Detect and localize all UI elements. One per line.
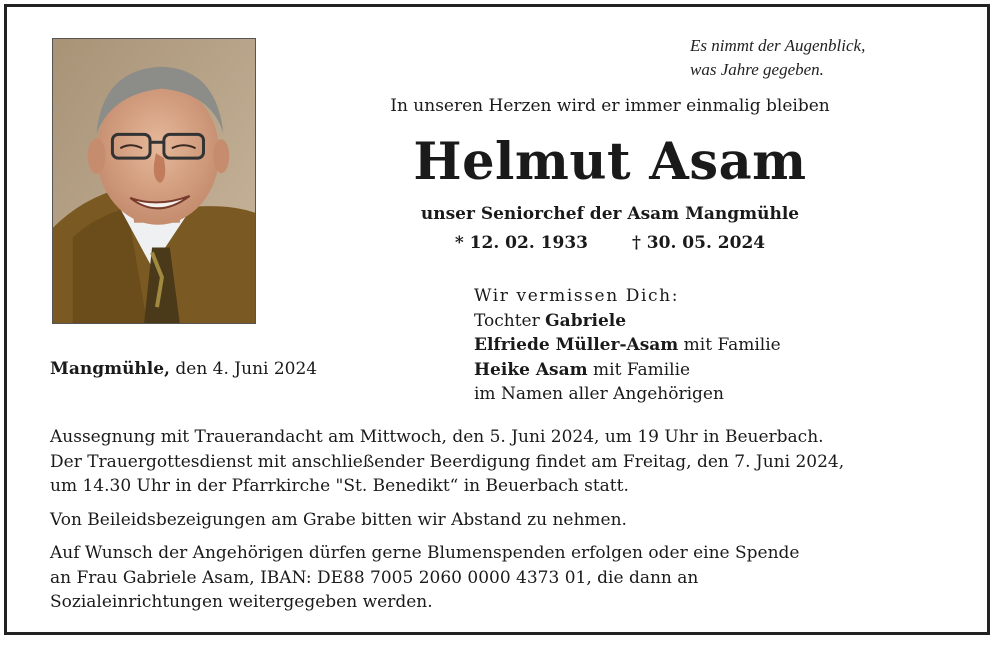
funeral-paragraph — [50, 425, 970, 499]
text-line: Auf Wunsch der Angehörigen dürfen gerne Blumenspenden erfolgen oder eine Spende — [50, 543, 800, 563]
life-dates — [260, 233, 960, 253]
quote — [690, 34, 950, 82]
motto: In unseren Herzen wird er immer einmalig bleiben — [390, 96, 830, 116]
donation-paragraph — [50, 541, 970, 615]
portrait-icon — [53, 39, 255, 323]
quote-line-2: was Jahre gegeben. — [690, 60, 824, 79]
mourner-relation: Tochter — [474, 310, 546, 331]
text-line: an Frau Gabriele Asam, IBAN: DE88 7005 2060 0000 4373 01, die dann an — [50, 567, 699, 588]
deceased-role: unser Seniorchef der Asam Mangmühle — [420, 204, 800, 224]
mourners-intro: Wir vermissen Dich: — [474, 286, 680, 306]
mourner-line-4: im Namen aller Angehörigen — [474, 384, 724, 404]
condolence-paragraph — [50, 508, 970, 533]
mourner-line-3 — [474, 358, 781, 383]
text-line: Der Trauergottesdienst mit anschließender Beerdigung findet am Freitag, den 7. Juni 2024, — [50, 451, 845, 472]
mourner-name: Elfriede Müller-Asam — [474, 335, 679, 355]
text-line: um 14.30 Uhr in der Pfarrkirche "St. Benedikt“ in Beuerbach statt. — [50, 476, 629, 496]
place: Mangmühle, — [50, 359, 170, 379]
quote-line-1: Es nimmt der Augenblick, — [690, 36, 866, 55]
text-line: Von Beileidsbezeigungen am Grabe bitten wir Abstand zu nehmen. — [50, 509, 627, 530]
mourner-line-1 — [474, 309, 781, 334]
portrait-photo — [52, 38, 256, 324]
mourners-list — [474, 284, 781, 407]
mourner-name: Gabriele — [545, 310, 627, 331]
date: den 4. Juni 2024 — [169, 359, 318, 379]
mourner-name: Heike Asam — [474, 359, 588, 380]
notice-body — [50, 425, 970, 624]
deceased-name: Helmut Asam — [413, 132, 807, 192]
text-line: Aussegnung mit Trauerandacht am Mittwoch, den 5. Juni 2024, um 19 Uhr in Beuerbach. — [50, 427, 824, 447]
mourner-suffix: mit Familie — [678, 335, 781, 355]
place-date — [50, 359, 317, 379]
death-date: † 30. 05. 2024 — [632, 233, 766, 253]
text-line: Sozialeinrichtungen weitergegeben werden. — [50, 592, 433, 612]
mourner-line-2 — [474, 333, 781, 358]
mourner-suffix: mit Familie — [587, 359, 691, 380]
birth-date: * 12. 02. 1933 — [454, 233, 588, 253]
